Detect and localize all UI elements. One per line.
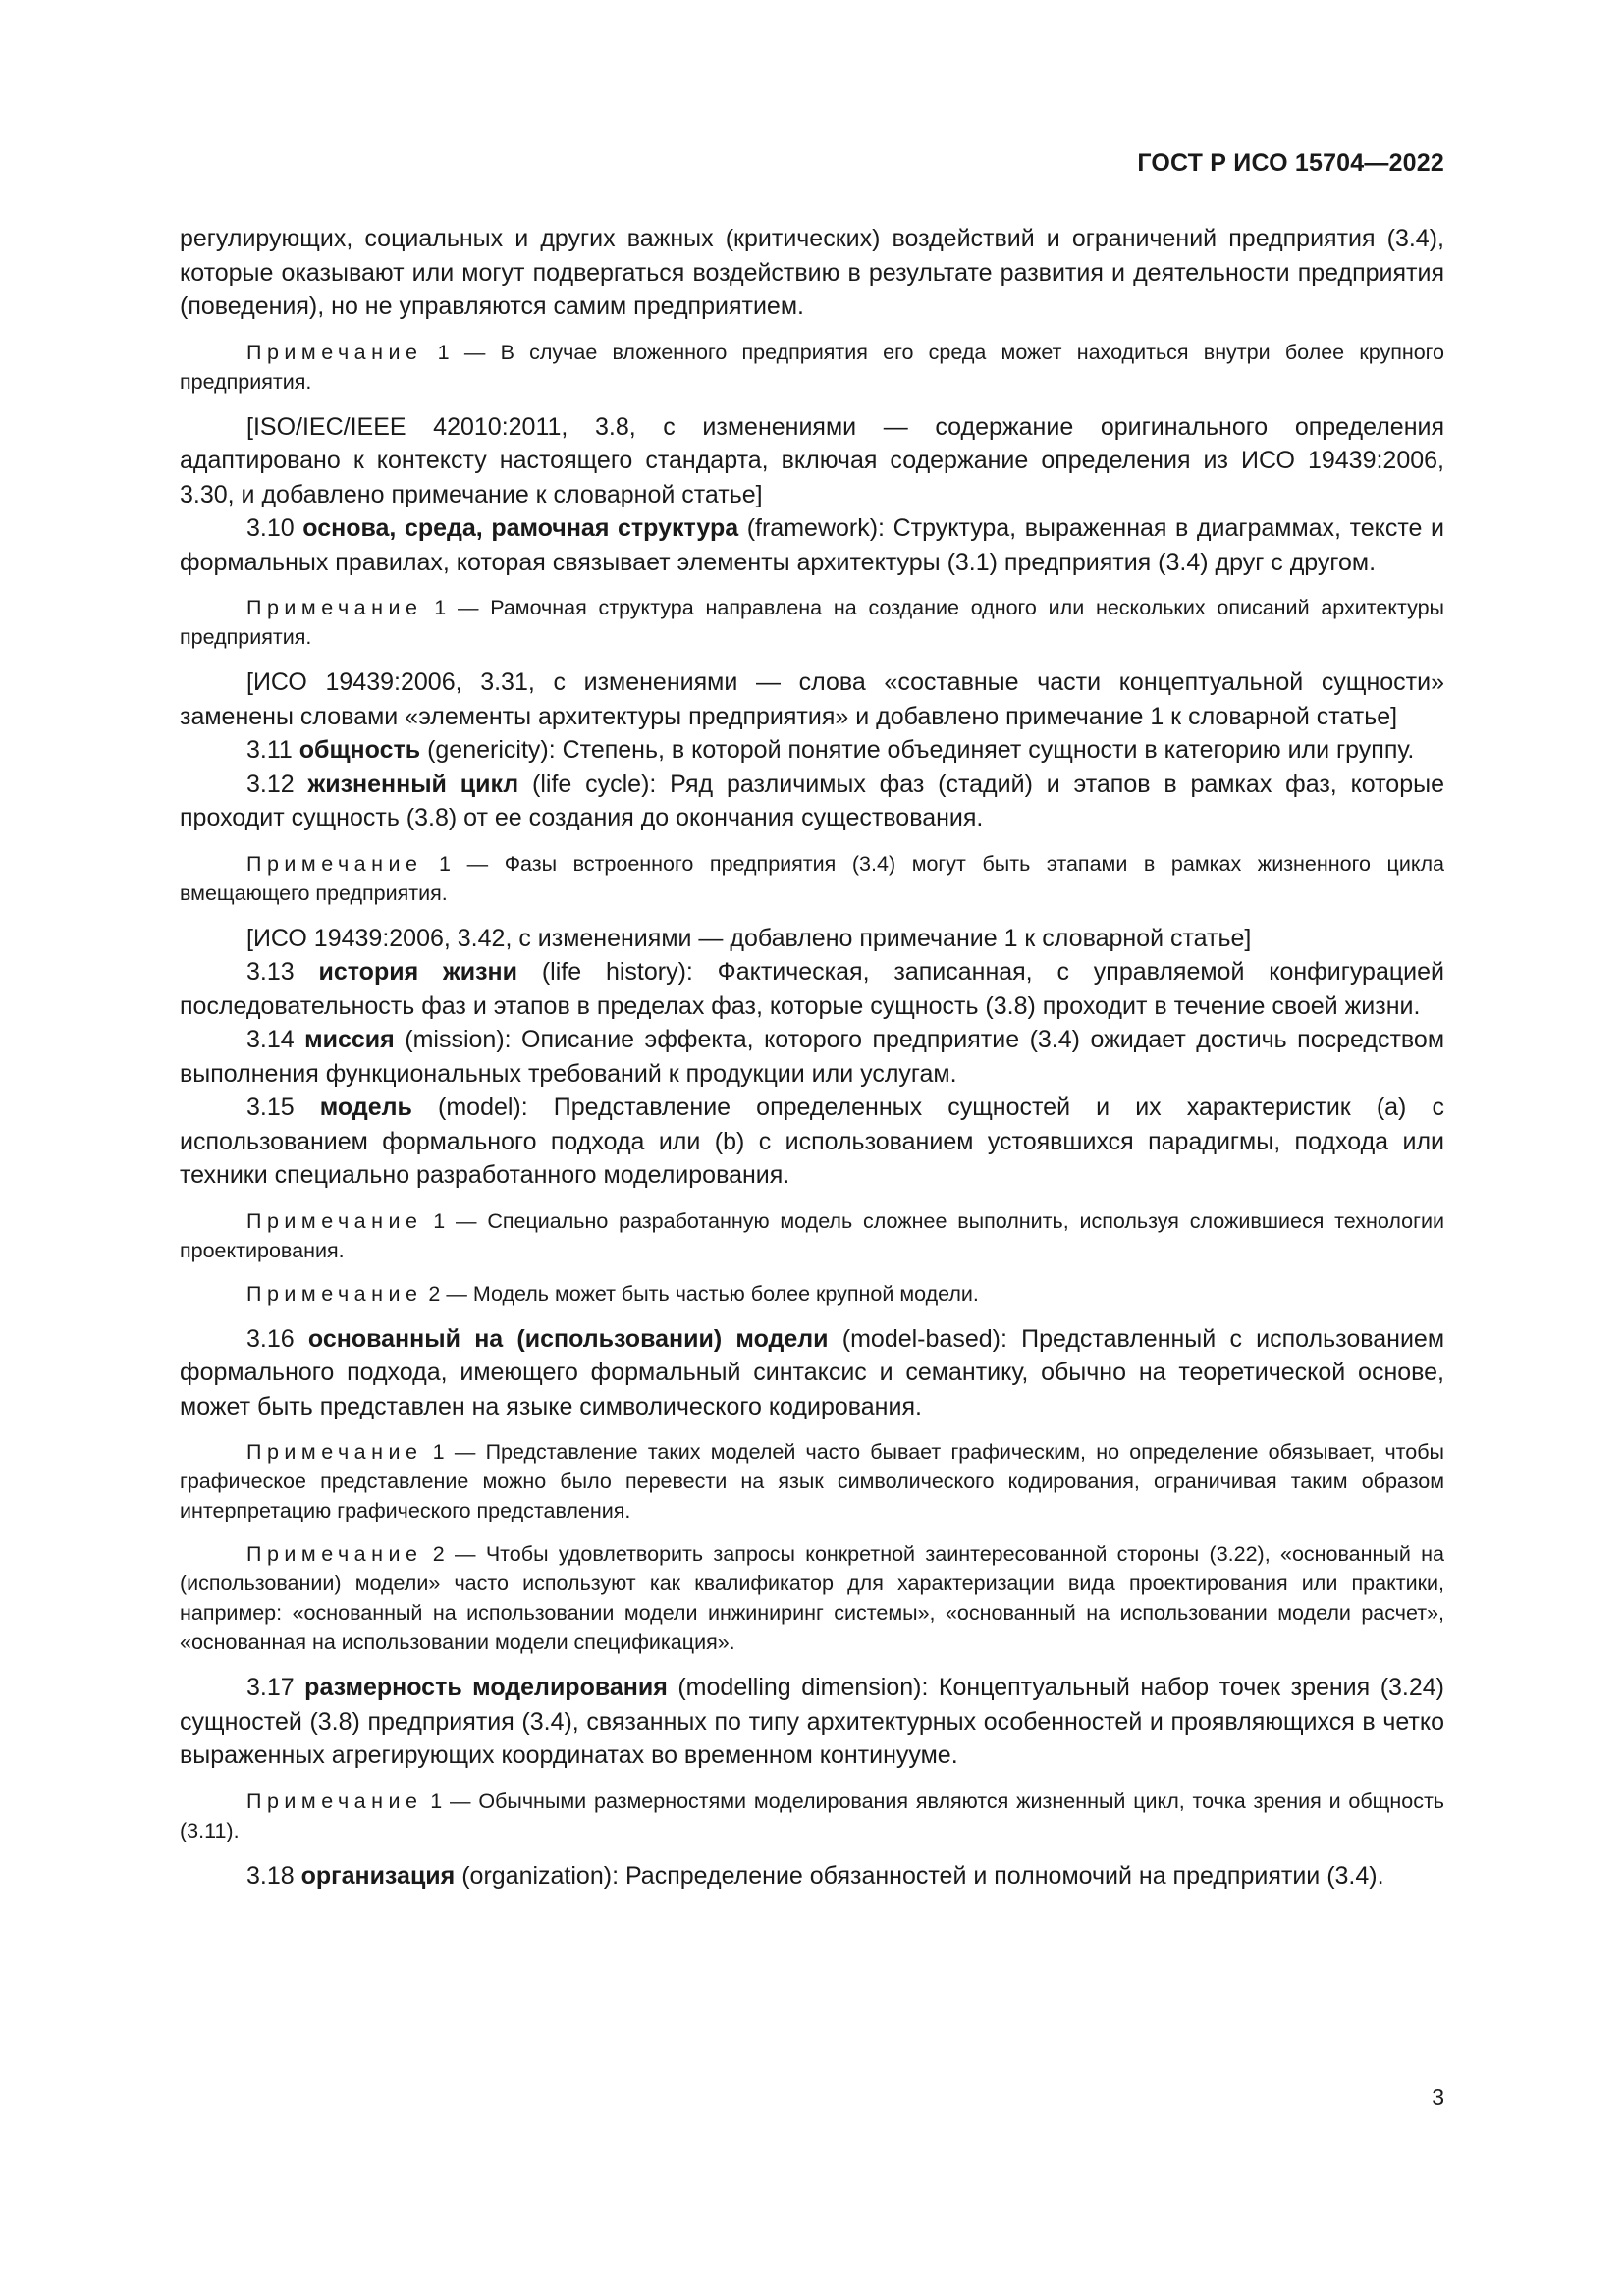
note-text: 1 — Специально разработанную модель сложнее выполнить, используя сложившиеся технологии проектирования. (180, 1208, 1444, 1262)
note-label: Примечание (246, 851, 423, 876)
term-definition: (life history): Фактическая, записанная, с управляемой конфигурацией последовательность фаз и этапов в пределах фаз, которые сущность (3.8) проходит в течение своей жизни. (180, 958, 1445, 1020)
term-definition: (modelling dimension): Концептуальный набор точек зрения (3.24) сущностей (3.8) предприятия (3.4), связанных по типу архитектурных особенностей и проявляющихся в четко выраженных агрегирующих координатах во временном континууме. (180, 1674, 1444, 1769)
note-label: Примечание (246, 1208, 423, 1233)
note-3-16-1 (180, 1437, 1444, 1525)
term-title: миссия (304, 1026, 395, 1053)
term-number: 3.11 (246, 736, 299, 764)
term-3-13 (180, 955, 1444, 1023)
note-3-10 (180, 593, 1444, 652)
term-number: 3.10 (246, 514, 303, 542)
term-number: 3.16 (246, 1324, 308, 1353)
term-definition: (model-based): Представленный с использованием формального подхода, имеющего формальный синтаксис и семантику, обычно на теоретической основе, может быть представлен на языке символического кодирования. (180, 1324, 1445, 1420)
term-definition: (life cycle): Ряд различимых фаз (стадий) и этапов в рамках фаз, которые проходит сущность (3.8) от ее создания до окончания существования. (180, 770, 1444, 831)
note-text: 2 — Модель может быть частью более крупной модели. (422, 1281, 979, 1306)
term-title: модель (319, 1094, 412, 1121)
document-header-code: ГОСТ Р ИСО 15704—2022 (1137, 149, 1444, 177)
source-environment: [ISO/IEC/IEEE 42010:2011, 3.8, с изменениями — содержание оригинального определения адаптировано к контексту настоящего стандарта, включая содержание определения из ИСО 19439:2006, 3.30, и добавлено примечание к словарной статье] (180, 412, 1444, 508)
note-3-12 (180, 849, 1444, 908)
source-3-12: [ИСО 19439:2006, 3.42, с изменениями — добавлено примечание 1 к словарной статье] (246, 924, 1252, 952)
term-definition: (framework): Структура, выраженная в диаграммах, тексте и формальных правилах, которая связывает элементы архитектуры (3.1) предприятия (3.4) друг с другом. (180, 514, 1444, 576)
term-title: общность (298, 736, 421, 764)
note-environment (180, 338, 1444, 397)
note-label: Примечание (246, 1542, 423, 1566)
term-title: история жизни (318, 958, 518, 986)
note-label: Примечание (246, 1440, 423, 1464)
document-body (180, 222, 1444, 1893)
term-title: основа, среда, рамочная структура (302, 514, 739, 542)
note-label: Примечание (246, 340, 423, 364)
note-label: Примечание (246, 1789, 423, 1813)
term-number: 3.17 (246, 1674, 305, 1701)
page-number: 3 (1432, 2084, 1444, 2109)
note-label: Примечание (246, 1281, 423, 1306)
note-text: 1 — Обычными размерностями моделирования являются жизненный цикл, точка зрения и общность (3.11). (180, 1789, 1444, 1842)
term-3-15 (180, 1091, 1444, 1193)
term-3-17 (180, 1671, 1444, 1773)
note-3-15-1 (180, 1206, 1444, 1265)
note-3-15-2 (180, 1279, 1444, 1308)
term-definition: (mission): Описание эффекта, которого предприятие (3.4) ожидает достичь посредством выполнения функциональных требований к продукции или услугам. (180, 1026, 1445, 1088)
term-3-11 (180, 733, 1444, 768)
note-3-17 (180, 1787, 1444, 1845)
term-definition: (model): Представление определенных сущностей и их характеристик (а) с использованием формального подхода или (b) с использованием устоявшихся парадигмы, подхода или техники специально разработанного моделирования. (180, 1094, 1444, 1189)
term-3-12 (180, 768, 1444, 835)
term-title: основанный на (использовании) модели (307, 1324, 829, 1353)
term-title: организация (300, 1861, 456, 1890)
term-3-16 (180, 1322, 1444, 1424)
term-number: 3.15 (246, 1094, 320, 1121)
note-text: 1 — Рамочная структура направлена на создание одного или нескольких описаний архитектуры предприятия. (180, 596, 1444, 649)
term-number: 3.12 (246, 770, 308, 798)
note-3-16-2 (180, 1539, 1444, 1657)
note-label: Примечание (246, 596, 423, 619)
note-text: 1 — Фазы встроенного предприятия (3.4) могут быть этапами в рамках жизненного цикла вмещающего предприятия. (180, 851, 1444, 905)
term-definition: (organization): Распределение обязанностей и полномочий на предприятии (3.4). (455, 1861, 1384, 1890)
note-text: 1 — Представление таких моделей часто бывает графическим, но определение обязывает, чтобы графическое представление можно было перевести на язык символического кодирования, ограничивая таким образом интерпретацию графического представления. (180, 1440, 1444, 1522)
source-3-10: [ИСО 19439:2006, 3.31, с изменениями — слова «составные части концептуальной сущности» заменены словами «элементы архитектуры предприятия» и добавлено примечание 1 к словарной статье] (180, 668, 1444, 730)
term-number: 3.18 (246, 1861, 301, 1890)
term-number: 3.13 (246, 958, 319, 986)
term-3-18 (180, 1859, 1444, 1894)
term-3-14 (180, 1023, 1444, 1091)
term-number: 3.14 (246, 1026, 305, 1053)
term-definition: (genericity): Степень, в которой понятие объединяет сущности в категорию или группу. (420, 736, 1415, 764)
term-title: размерность моделирования (304, 1674, 668, 1701)
continued-paragraph: регулирующих, социальных и других важных (критических) воздействий и ограничений предприятия (3.4), которые оказывают или могут подвергаться воздействию в результате развития и деятельности предприятия (поведения), но не управляются самим предприятием. (180, 225, 1444, 320)
term-3-10 (180, 511, 1444, 579)
note-text: 2 — Чтобы удовлетворить запросы конкретной заинтересованной стороны (3.22), «основанный на (использовании) модели» часто используют как квалификатор для характеризации вида проектирования или практики, например: «основанный на использовании модели инжиниринг системы», «основанный на использовании модели расчет», «основанная на использовании модели спецификация». (180, 1542, 1444, 1654)
note-text: 1 — В случае вложенного предприятия его среда может находиться внутри более крупного предприятия. (180, 340, 1444, 394)
term-title: жизненный цикл (307, 770, 519, 798)
